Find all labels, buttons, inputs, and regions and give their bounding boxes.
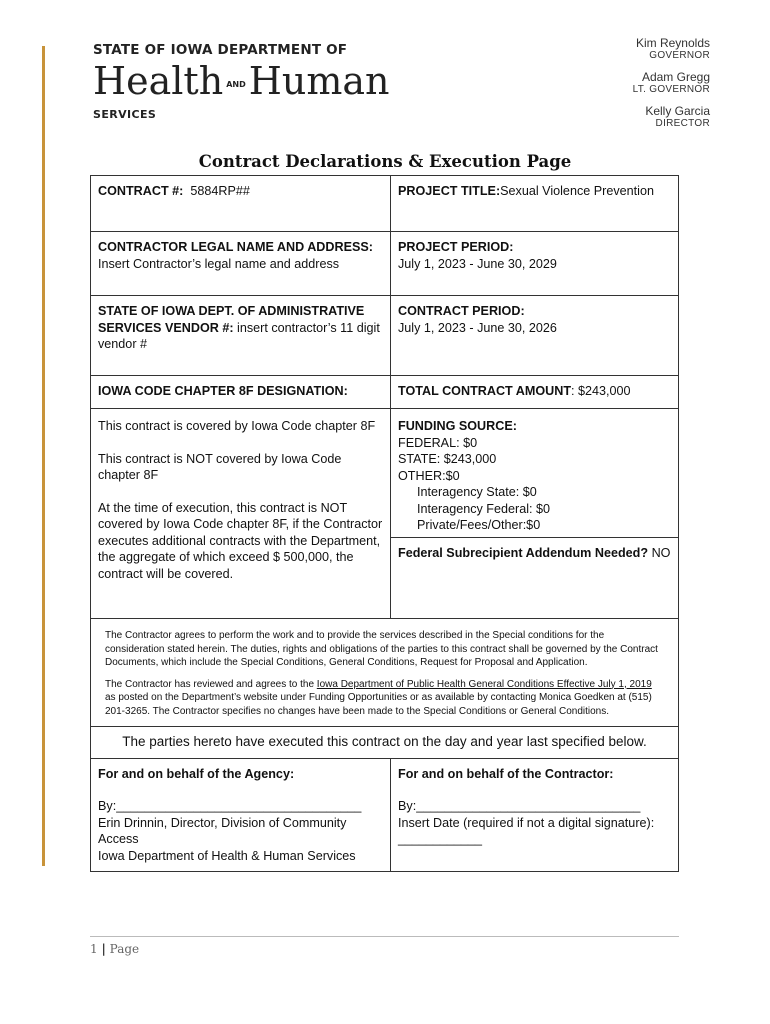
contractor-label: CONTRACTOR LEGAL NAME AND ADDRESS:: [98, 240, 373, 254]
vendor-value: insert contractor’s 11 digit vendor #: [98, 320, 380, 351]
contract-period-label: CONTRACT PERIOD:: [398, 304, 525, 318]
official-name: Kelly Garcia: [645, 104, 710, 118]
contractor-sign-header: For and on behalf of the Contractor:: [398, 766, 614, 781]
funding-cell: [391, 376, 678, 618]
terms-paragraph-2: [105, 678, 664, 719]
terms-p2-text-cont: as posted on the Department’s website under Funding Opportunities or as available by contacting Monica Goedken at (515) 201-3265. The Contractor specifies no changes have been made to the Special Conditions or General Conditions.: [105, 692, 652, 717]
contract-number-label: CONTRACT #:: [98, 184, 184, 198]
terms-paragraph-1: The Contractor agrees to perform the work and to provide the services described in the Special conditions for the consideration stated herein. The duties, rights and obligations of the parties to this contract shall be governed by the Contract Documents, which include the Special Conditions, General Conditions, Request for Proposal and Application.: [105, 630, 658, 668]
total-amount-value: : $243,000: [571, 384, 631, 398]
subrecipient-value: NO: [651, 546, 671, 560]
contract-period-cell: [391, 296, 678, 375]
contractor-value: Insert Contractor’s legal name and address: [98, 256, 340, 271]
officials-list: [633, 36, 710, 138]
logo-health: Health: [93, 59, 224, 103]
page-footer: [90, 942, 139, 956]
declarations-table: [90, 175, 679, 872]
subrecipient-label: Federal Subrecipient Addendum Needed?: [398, 546, 649, 560]
total-amount-cell: [391, 376, 678, 408]
official-role: GOVERNOR: [649, 50, 710, 61]
code-8f-option-covered: This contract is covered by Iowa Code chapter 8F: [98, 419, 376, 433]
funding-interagency-state: Interagency State: $0: [417, 485, 537, 499]
logo-main-line: [93, 60, 390, 106]
contractor-cell: [91, 232, 391, 295]
footer-divider: [90, 936, 679, 937]
project-period-value: July 1, 2023 - June 30, 2029: [398, 256, 557, 271]
terms-p2-text: The Contractor has reviewed and agrees to the: [105, 678, 317, 690]
code-8f-option-conditional: At the time of execution, this contract is NOT covered by Iowa Code chapter 8F, if the Contractor executes additional contracts with the Department, the aggregate of which exceed $ 500,000, the contract will be covered.: [98, 500, 383, 581]
official-role: LT. GOVERNOR: [632, 84, 710, 95]
logo-top-line: STATE OF IOWA DEPARTMENT OF: [93, 42, 348, 58]
project-title-value: Sexual Violence Prevention: [500, 184, 654, 198]
agency-signer-org: Iowa Department of Health & Human Services: [98, 848, 356, 863]
contract-number-value: 5884RP##: [190, 184, 250, 198]
table-row: [91, 376, 678, 619]
agency-signature-cell: [91, 759, 391, 871]
contractor-date-line[interactable]: Insert Date (required if not a digital signature): ____________: [398, 815, 655, 846]
page-label: Page: [109, 942, 140, 956]
vendor-cell: [91, 296, 391, 375]
agency-signer-name: Erin Drinnin, Director, Division of Community Access: [98, 815, 347, 846]
project-period-cell: [391, 232, 678, 295]
page-title: Contract Declarations & Execution Page: [198, 152, 572, 171]
agency-signature-line[interactable]: By:___________________________________: [98, 799, 362, 813]
code-8f-options: [91, 408, 390, 589]
funding-federal: FEDERAL: $0: [398, 435, 478, 450]
funding-other: OTHER:$0: [398, 468, 460, 483]
table-row: [91, 619, 678, 727]
vendor-label: STATE OF IOWA DEPT. OF ADMINISTRATIVE SERVICES VENDOR #:: [98, 304, 365, 335]
official-role: DIRECTOR: [655, 118, 710, 129]
logo-and: AND: [226, 79, 246, 89]
funding-private: Private/Fees/Other:$0: [417, 518, 541, 532]
code-8f-option-not-covered: This contract is NOT covered by Iowa Code chapter 8F: [98, 451, 342, 482]
table-row: [91, 232, 678, 296]
project-period-label: PROJECT PERIOD:: [398, 240, 514, 254]
funding-state: STATE: $243,000: [398, 452, 497, 466]
official-lt-governor: [633, 70, 710, 96]
table-row: [91, 759, 678, 871]
footer-separator: |: [101, 942, 106, 956]
logo-human: Human: [248, 59, 390, 103]
agency-sign-header: For and on behalf of the Agency:: [98, 766, 295, 781]
agency-logo: [93, 42, 390, 121]
contractor-signature-cell: [391, 759, 678, 871]
funding-interagency-federal: Interagency Federal: $0: [417, 501, 551, 516]
total-amount-label: TOTAL CONTRACT AMOUNT: [398, 384, 572, 398]
official-director: [633, 104, 710, 130]
general-conditions-link[interactable]: Iowa Department of Public Health General Conditions Effective July 1, 2019: [316, 678, 652, 690]
code-8f-label: IOWA CODE CHAPTER 8F DESIGNATION:: [98, 384, 348, 398]
subrecipient-cell: [391, 537, 678, 569]
terms-cell: [91, 619, 678, 726]
table-row: [91, 296, 678, 376]
parties-statement: The parties hereto have executed this contract on the day and year last specified below.: [122, 734, 647, 749]
contract-number-cell: [91, 176, 391, 231]
official-name: Adam Gregg: [641, 70, 710, 84]
project-title-cell: [391, 176, 678, 231]
official-governor: [633, 36, 710, 62]
project-title-label: PROJECT TITLE:: [398, 184, 501, 198]
page-number: 1: [90, 942, 98, 956]
contract-period-value: July 1, 2023 - June 30, 2026: [398, 320, 557, 335]
funding-source-label: FUNDING SOURCE:: [398, 419, 517, 433]
table-row: [91, 727, 678, 759]
table-row: [91, 176, 678, 232]
official-name: Kim Reynolds: [635, 36, 710, 50]
contractor-signature-line[interactable]: By:________________________________: [398, 799, 641, 813]
code-8f-cell: [91, 376, 391, 618]
funding-source-cell: [391, 408, 678, 537]
logo-bottom-line: SERVICES: [93, 107, 157, 121]
